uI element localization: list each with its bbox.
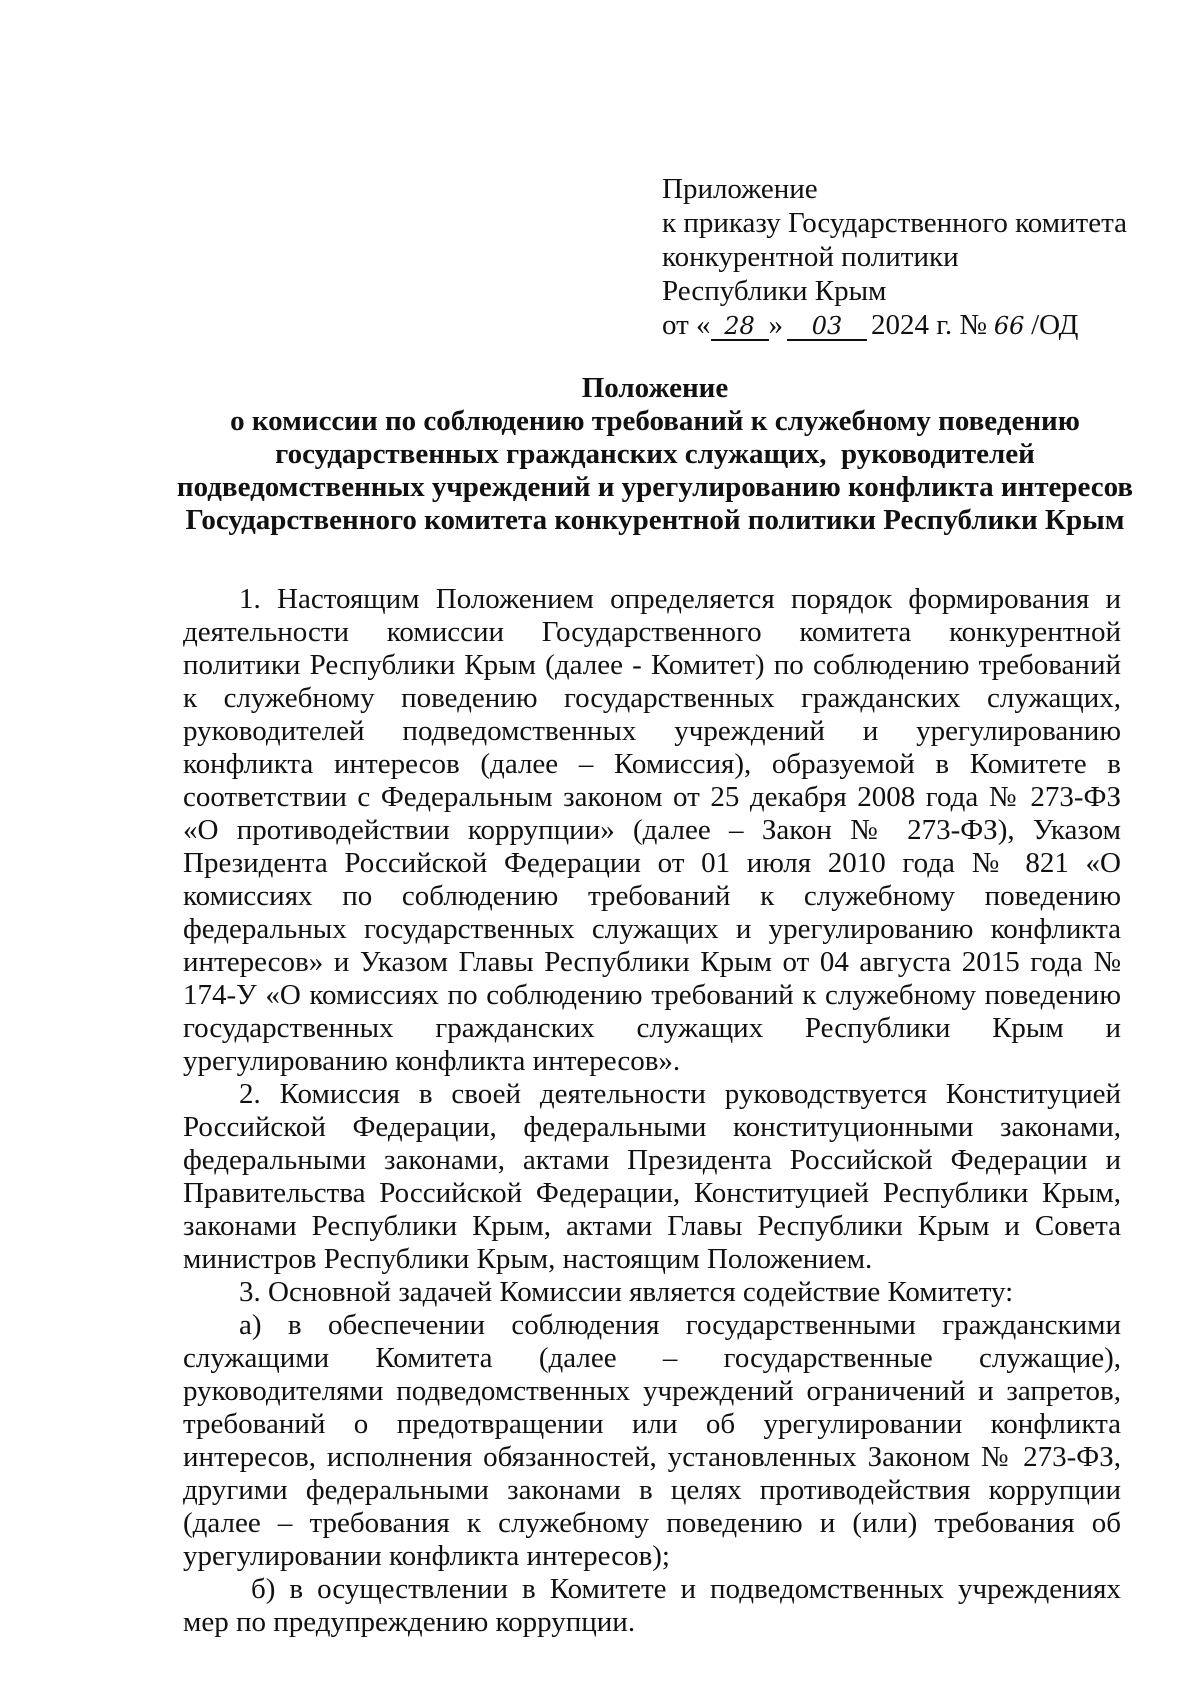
heading-line-2: о комиссии по соблюдению требований к служебному поведению — [230, 405, 1080, 437]
paragraph-1: 1. Настоящим Положением определяется порядок формирования и деятельности комиссии Государственного комитета конкурентной политики Республики Крым (далее - Комитет) по соблюдению требований к служебному поведению государственных гражданских служащих, руководителей подведомственных учреждений и урегулированию конфликта интересов (далее – Комиссия), образуемой в Комитете в соответствии с Федеральным законом от 25 декабря 2008 года № 273-ФЗ «О противодействии коррупции» (далее – Закон № 273-ФЗ), Указом Президента Российской Федерации от 01 июля 2010 года № 821 «О комиссиях по соблюдению требований к служебному поведению федеральных государственных служащих и урегулированию конфликта интересов» и Указом Главы Республики Крым от 04 августа 2015 года № 174-У «О комиссиях по соблюдению требований к служебному поведению государственных гражданских служащих Республики Крым и урегулированию конфликта интересов». — [183, 583, 1121, 1077]
date-year: 2024 г. № — [871, 309, 988, 341]
handwritten-day: 28 — [711, 313, 769, 341]
heading-line-3: государственных гражданских служащих, руководителей — [275, 438, 1035, 470]
appendix-date-line — [662, 308, 1142, 342]
document-body — [183, 583, 1121, 1639]
appendix-block — [662, 172, 1142, 342]
paragraph-2: 2. Комиссия в своей деятельности руководствуется Конституцией Российской Федерации, федеральными конституционными законами, федеральными законами, актами Президента Российской Федерации и Правительства Российской Федерации, Конституцией Республики Крым, законами Республики Крым, актами Главы Республики Крым и Совета министров Республики Крым, настоящим Положением. — [183, 1078, 1121, 1275]
paragraph-3a: а) в обеспечении соблюдения государственными гражданскими служащими Комитета (далее – государственные служащие), руководителями подведомственных учреждений ограничений и запретов, требований о предотвращении или об урегулировании конфликта интересов, исполнения обязанностей, установленных Законом № 273-ФЗ, другими федеральными законами в целях противодействия коррупции (далее – требования к служебному поведению и (или) требования об урегулировании конфликта интересов); — [183, 1309, 1121, 1572]
heading-title: Положение — [581, 372, 729, 404]
heading-line-4: подведомственных учреждений и урегулированию конфликта интересов — [176, 471, 1134, 503]
document-heading — [150, 372, 1160, 537]
handwritten-month: 03 — [787, 313, 867, 341]
appendix-line-committee: конкурентной политики — [662, 241, 959, 273]
heading-line-5: Государственного комитета конкурентной политики Республики Крым — [185, 504, 1125, 536]
appendix-line-order: к приказу Государственного комитета — [662, 207, 1128, 239]
paragraph-3: 3. Основной задачей Комиссии является содействие Комитету: — [239, 1276, 1014, 1308]
paragraph-3b: б) в осуществлении в Комитете и подведомственных учреждениях мер по предупреждению коррупции. — [183, 1573, 1121, 1638]
appendix-title: Приложение — [662, 173, 818, 205]
appendix-line-republic: Республики Крым — [662, 275, 887, 307]
order-suffix: /ОД — [1031, 309, 1079, 341]
date-quote-close: » — [768, 309, 784, 341]
date-prefix: от « — [662, 309, 711, 341]
handwritten-order-number: 66 — [993, 312, 1025, 340]
